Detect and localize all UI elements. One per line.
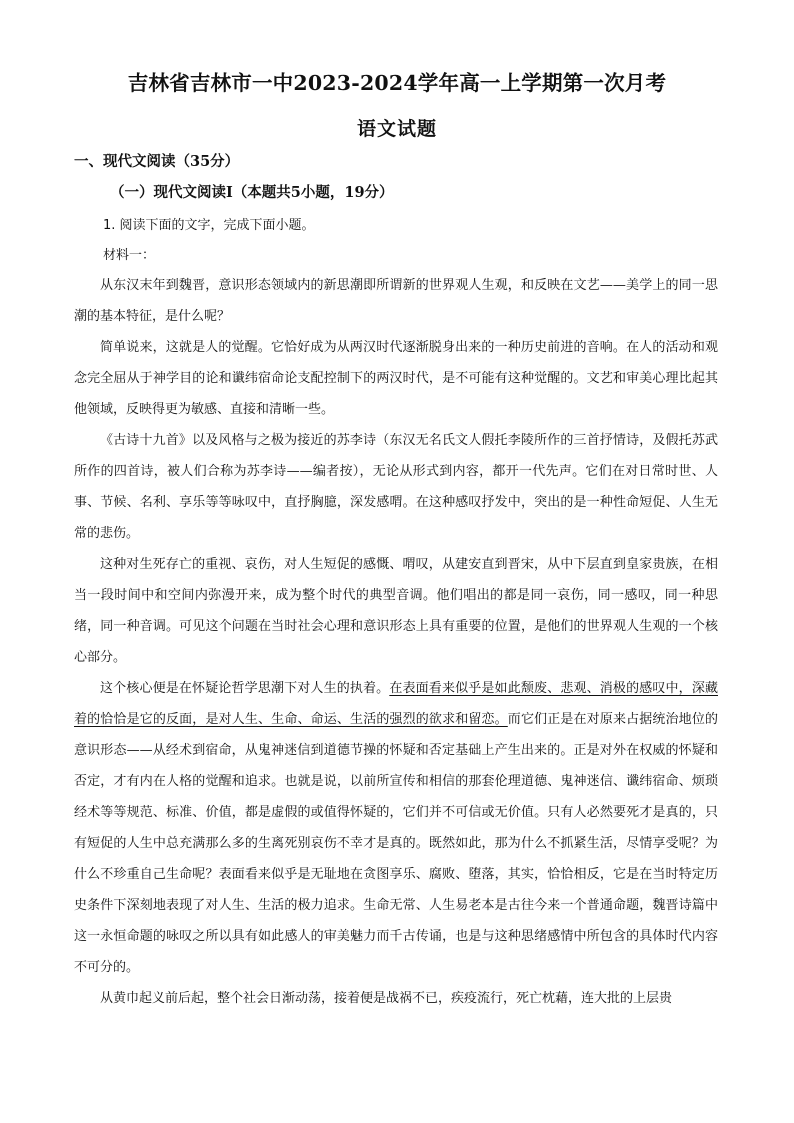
paragraph: 从黄巾起义前后起，整个社会日渐动荡，接着便是战祸不已，疾疫流行，死亡枕藉，连大批的上层贵 <box>100 991 673 1006</box>
paragraph: 简单说来，这就是人的觉醒。它恰好成为从两汉时代逐渐脱身出来的一种历史前进的音响。在人的活动和观念完全屈从于神学目的论和谶纬宿命论支配控制下的两汉时代，是不可能有这种觉醒的。文艺和审美心理比起其他领域，反映得更为敏感、直接和清晰一些。 <box>74 340 718 417</box>
question-intro: 1. 阅读下面的文字，完成下面小题。 <box>103 218 315 233</box>
section-heading: 一、现代文阅读（35分） <box>74 153 240 170</box>
paragraph-text: 这个核心便是在怀疑论哲学思潮下对人生的执着。 <box>100 681 390 696</box>
paragraph: 这种对生死存亡的重视、哀伤，对人生短促的感慨、喟叹，从建安直到晋宋，从中下层直到皇家贵族，在相当一段时间中和空间内弥漫开来，成为整个时代的典型音调。他们唱出的都是同一哀伤，同一感叹，同一种思绪，同一种音调。可见这个问题在当时社会心理和意识形态上具有重要的位置，是他们的世界观人生观的一个核心部分。 <box>74 557 718 665</box>
reading-passage <box>74 270 718 1014</box>
material-label: 材料一： <box>103 248 156 263</box>
paragraph <box>74 673 718 983</box>
underlined-sentence: 在表面看来似乎是如此颓废、悲观、消极的感叹中，深藏着的恰恰是它的反面，是对人生、生命、命运、生活的强烈的欲求和留恋。 <box>74 681 718 727</box>
paragraph: 《古诗十九首》以及风格与之极为接近的苏李诗（东汉无名氏文人假托李陵所作的三首抒情诗，及假托苏武所作的四首诗，被人们合称为苏李诗——编者按），无论从形式到内容，都开一代先声。它们在对日常时世、人事、节候、名利、享乐等等咏叹中，直抒胸臆，深发感喟。在这种感叹抒发中，突出的是一种性命短促、人生无常的悲伤。 <box>74 433 718 541</box>
subsection-heading: （一）现代文阅读Ⅰ（本题共5小题，19分） <box>110 184 394 201</box>
paragraph: 从东汉末年到魏晋，意识形态领域内的新思潮即所谓新的世界观人生观，和反映在文艺——美学上的同一思潮的基本特征，是什么呢？ <box>74 278 718 324</box>
paragraph-text: 而它们正是在对原来占据统治地位的意识形态——从经术到宿命，从鬼神迷信到道德节操的怀疑和否定基础上产生出来的。正是对外在权威的怀疑和否定，才有内在人格的觉醒和追求。也就是说，以前所宣传和相信的那套伦理道德、鬼神迷信、谶纬宿命、烦琐经术等等规范、标准、价值，都是虚假的或值得怀疑的，它们并不可信或无价值。只有人必然要死才是真的，只有短促的人生中总充满那么多的生离死别哀伤不幸才是真的。既然如此，那为什么不抓紧生活，尽情享受呢？为什么不珍重自己生命呢？表面看来似乎是无耻地在贪图享乐、腐败、堕落，其实，恰恰相反，它是在当时特定历史条件下深刻地表现了对人生、生活的极力追求。生命无常、人生易老本是古往今来一个普通命题，魏晋诗篇中这一永恒命题的咏叹之所以具有如此感人的审美魅力而千古传诵，也是与这种思绪感情中所包含的具体时代内容不可分的。 <box>74 712 718 975</box>
document-title: 吉林省吉林市一中2023-2024学年高一上学期第一次月考 <box>127 71 667 95</box>
document-subtitle: 语文试题 <box>356 118 437 140</box>
